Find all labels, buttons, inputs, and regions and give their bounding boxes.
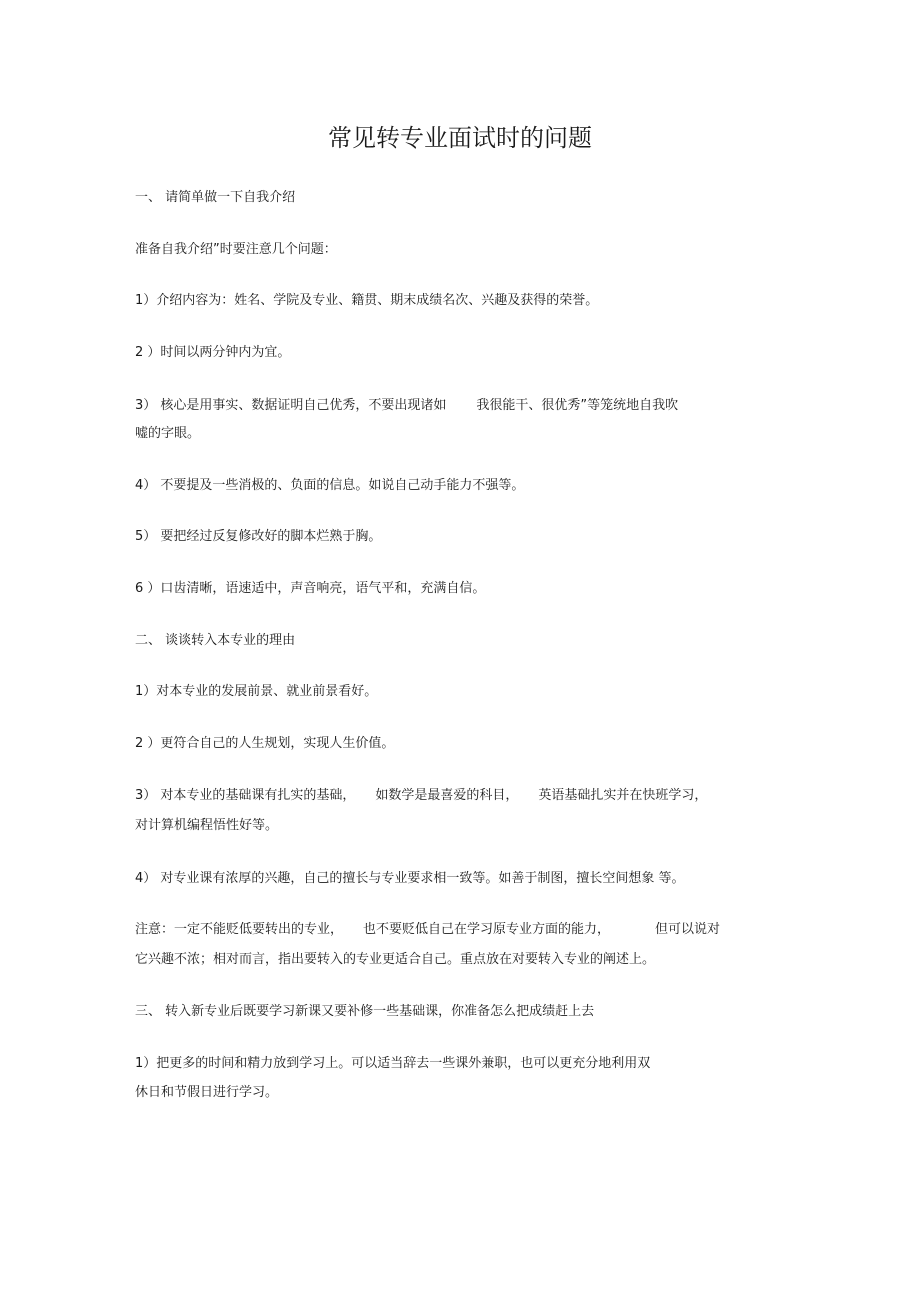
list-item [135,786,707,806]
list-item-text: 英语基础扎实并在快班学习， [538,788,708,803]
list-item: 1）对本专业的发展前景、就业前景看好。 [135,684,378,699]
list-item: 2 ）时间以两分钟内为宜。 [135,345,291,360]
list-item: 5） 要把经过反复修改好的脚本烂熟于胸。 [135,529,382,544]
section-heading-3: 三、 转入新专业后既要学习新课又要补修一些基础课，你准备怎么把成绩赶上去 [135,1004,595,1019]
note-continuation: 它兴趣不浓；相对而言，指出要转入的专业更适合自己。重点放在对要转入专业的阐述上。 [135,952,656,967]
section-intro-1: 准备自我介绍”时要注意几个问题： [135,242,337,257]
list-item-text: 3） 对本专业的基础课有扎实的基础， [135,788,356,803]
list-item: 6 ）口齿清晰，语速适中，声音响亮，语气平和，充满自信。 [135,581,486,596]
list-item: 4） 不要提及一些消极的、负面的信息。如说自己动手能力不强等。 [135,478,525,493]
note-text [135,920,720,940]
note-text-part: 也不要贬低自己在学习原专业方面的能力， [363,922,611,937]
list-item: 1）把更多的时间和精力放到学习上。可以适当辞去一些课外兼职，也可以更充分地利用双 [135,1056,651,1071]
note-text-part: 但可以说对 [655,922,721,937]
list-item: 1）介绍内容为：姓名、学院及专业、籍贯、期末成绩名次、兴趣及获得的荣誉。 [135,293,599,308]
list-item-text: 如数学是最喜爱的科目， [375,788,519,803]
section-heading-2: 二、 谈谈转入本专业的理由 [135,633,296,648]
list-item-text: 3） 核心是用事实、数据证明自己优秀，不要出现诸如 [135,398,447,413]
list-item-text: 我很能干、很优秀”等笼统地自我吹 [476,398,679,413]
section-heading-1: 一、 请简单做一下自我介绍 [135,190,296,205]
list-item: 4） 对专业课有浓厚的兴趣，自己的擅长与专业要求相一致等。如善于制图，擅长空间想象 等。 [135,871,685,886]
page-title: 常见转专业面试时的问题 [328,124,592,152]
list-item-continuation: 嘘的字眼。 [135,426,201,441]
note-text-part: 注意：一定不能贬低要转出的专业， [135,922,344,937]
list-item-continuation: 休日和节假日进行学习。 [135,1085,279,1100]
list-item-continuation: 对计算机编程悟性好等。 [135,818,279,833]
list-item [135,396,678,416]
list-item: 2 ）更符合自己的人生规划，实现人生价值。 [135,736,395,751]
